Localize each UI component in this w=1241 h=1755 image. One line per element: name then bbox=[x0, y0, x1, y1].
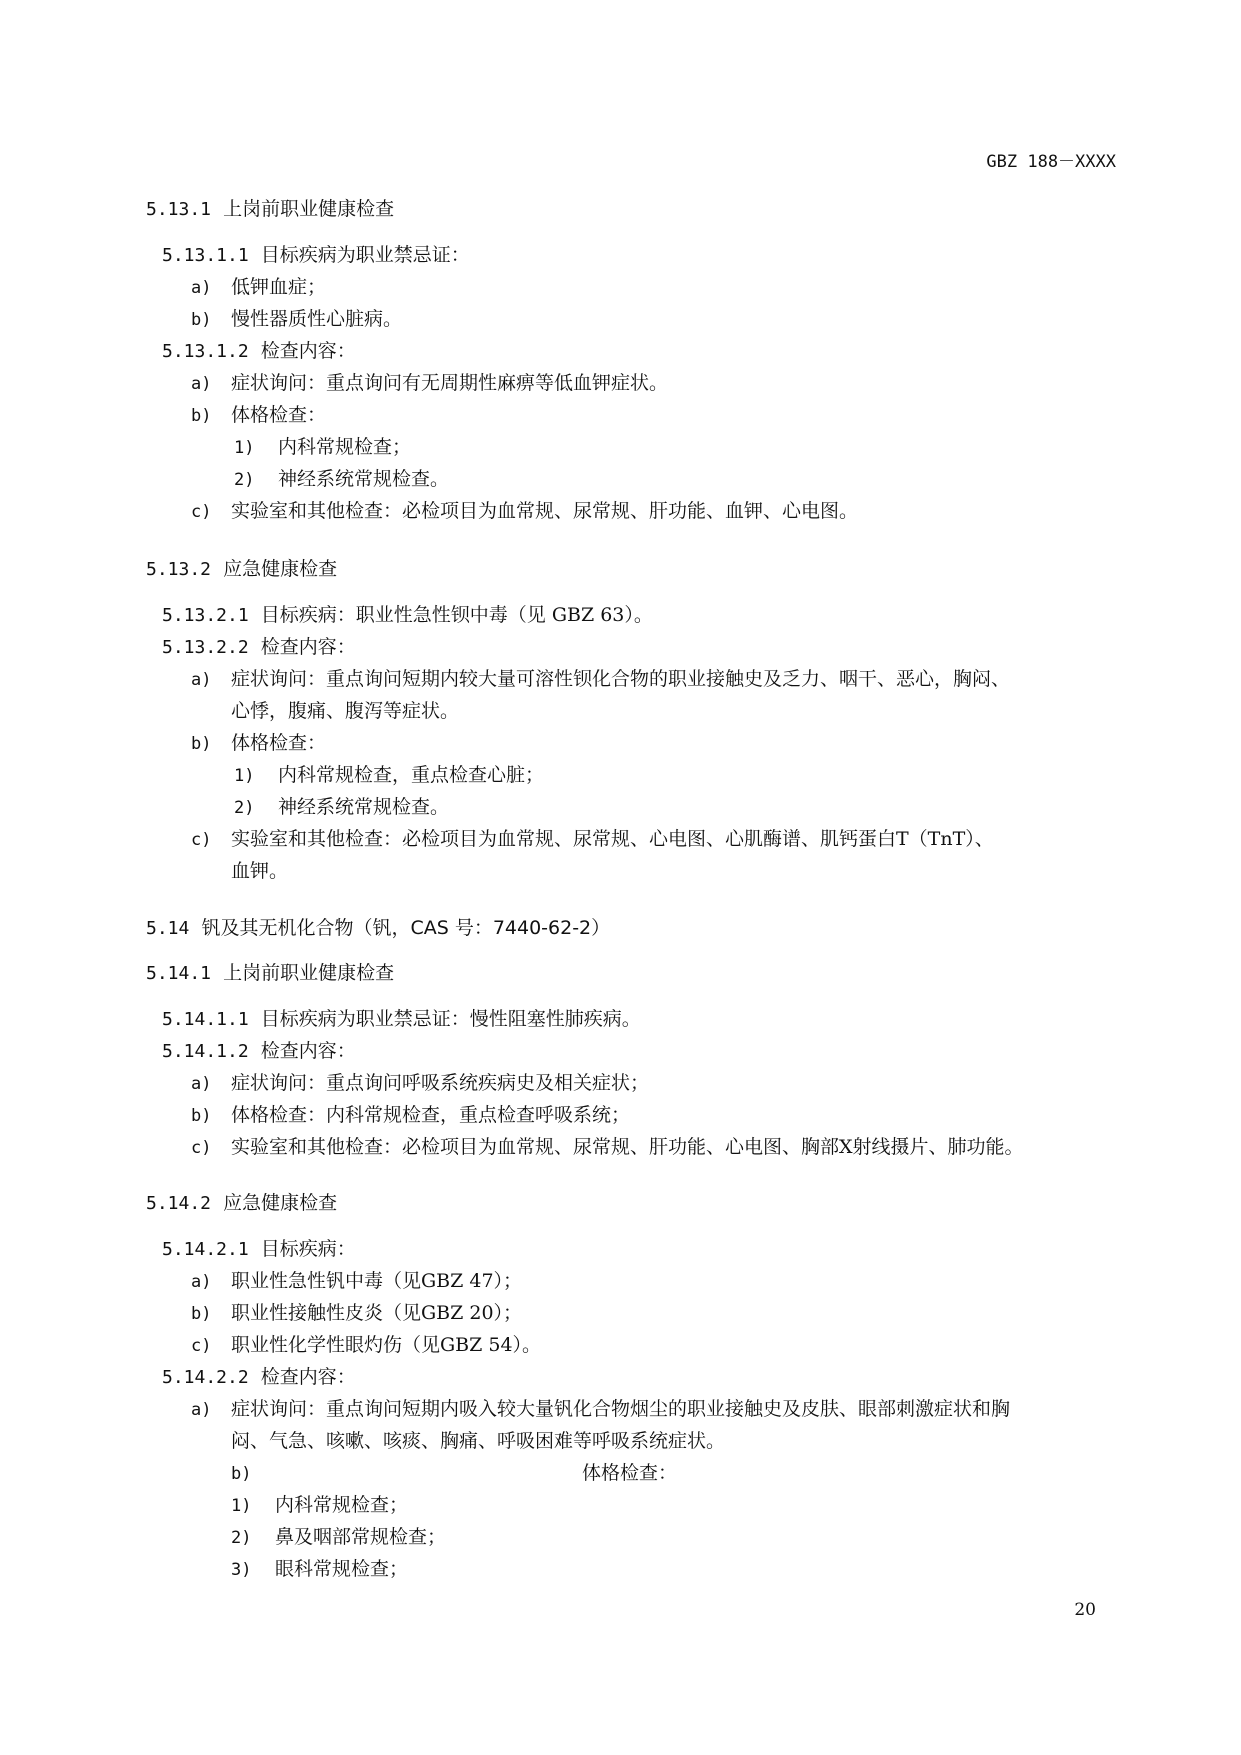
subsection-item: 5.13.2.1 目标疾病：职业性急性钡中毒（见 GBZ 63）。 bbox=[162, 604, 653, 626]
subsection-item: 5.14.1.2 检查内容： bbox=[162, 1040, 356, 1062]
sub-list-item: 2) 神经系统常规检查。 bbox=[234, 468, 450, 490]
list-item-continuation: 闷、气急、咳嗽、咳痰、胸痛、呼吸困难等呼吸系统症状。 bbox=[231, 1430, 726, 1452]
list-item: a) 症状询问：重点询问短期内较大量可溶性钡化合物的职业接触史及乏力、咽干、恶心，胸闷、 bbox=[191, 668, 1011, 690]
list-item: b) 体格检查： bbox=[231, 1462, 678, 1484]
section-heading: 5.14.1 上岗前职业健康检查 bbox=[146, 962, 395, 984]
list-item: a) 症状询问：重点询问有无周期性麻痹等低血钾症状。 bbox=[191, 372, 669, 394]
page-number: 20 bbox=[1074, 1600, 1096, 1620]
section-heading: 5.13.1 上岗前职业健康检查 bbox=[146, 198, 395, 220]
list-item: b) 职业性接触性皮炎（见GBZ 20）； bbox=[191, 1302, 523, 1324]
subsection-item: 5.14.1.1 目标疾病为职业禁忌证：慢性阻塞性肺疾病。 bbox=[162, 1008, 641, 1030]
list-item: c) 实验室和其他检查：必检项目为血常规、尿常规、肝功能、血钾、心电图。 bbox=[191, 500, 859, 522]
sub-list-item: 2) 鼻及咽部常规检查； bbox=[231, 1526, 447, 1548]
list-item: c) 实验室和其他检查：必检项目为血常规、尿常规、肝功能、心电图、胸部X射线摄片、肺功能。 bbox=[191, 1136, 1024, 1158]
sub-list-item: 2) 神经系统常规检查。 bbox=[234, 796, 450, 818]
subsection-item: 5.13.1.2 检查内容： bbox=[162, 340, 356, 362]
list-item: a) 低钾血症； bbox=[191, 276, 327, 298]
list-item-continuation: 血钾。 bbox=[231, 860, 289, 882]
list-item-continuation: 心悸，腹痛、腹泻等症状。 bbox=[231, 700, 460, 722]
sub-list-item: 1) 内科常规检查，重点检查心脏； bbox=[234, 764, 545, 786]
sub-list-item: 1) 内科常规检查； bbox=[231, 1494, 409, 1516]
list-item: a) 职业性急性钒中毒（见GBZ 47）； bbox=[191, 1270, 523, 1292]
subsection-item: 5.13.1.1 目标疾病为职业禁忌证： bbox=[162, 244, 470, 266]
list-item: c) 职业性化学性眼灼伤（见GBZ 54）。 bbox=[191, 1334, 542, 1356]
chapter-heading: 5.14 钒及其无机化合物（钒，CAS 号：7440-62-2） bbox=[146, 917, 611, 939]
list-item: b) 体格检查： bbox=[191, 404, 327, 426]
sub-list-item: 3) 眼科常规检查； bbox=[231, 1558, 409, 1580]
list-item: b) 体格检查：内科常规检查，重点检查呼吸系统； bbox=[191, 1104, 631, 1126]
list-item: b) 慢性器质性心脏病。 bbox=[191, 308, 403, 330]
subsection-item: 5.13.2.2 检查内容： bbox=[162, 636, 356, 658]
subsection-item: 5.14.2.1 目标疾病： bbox=[162, 1238, 356, 1260]
list-item: a) 症状询问：重点询问短期内吸入较大量钒化合物烟尘的职业接触史及皮肤、眼部刺激症状和胸 bbox=[191, 1398, 1011, 1420]
section-heading: 5.14.2 应急健康检查 bbox=[146, 1192, 338, 1214]
list-item: a) 症状询问：重点询问呼吸系统疾病史及相关症状； bbox=[191, 1072, 650, 1094]
list-item: c) 实验室和其他检查：必检项目为血常规、尿常规、心电图、心肌酶谱、肌钙蛋白T（TnT）、 bbox=[191, 828, 994, 850]
sub-list-item: 1) 内科常规检查； bbox=[234, 436, 412, 458]
list-item: b) 体格检查： bbox=[191, 732, 327, 754]
section-heading: 5.13.2 应急健康检查 bbox=[146, 558, 338, 580]
document-header: GBZ 188－XXXX bbox=[986, 152, 1116, 172]
subsection-item: 5.14.2.2 检查内容： bbox=[162, 1366, 356, 1388]
